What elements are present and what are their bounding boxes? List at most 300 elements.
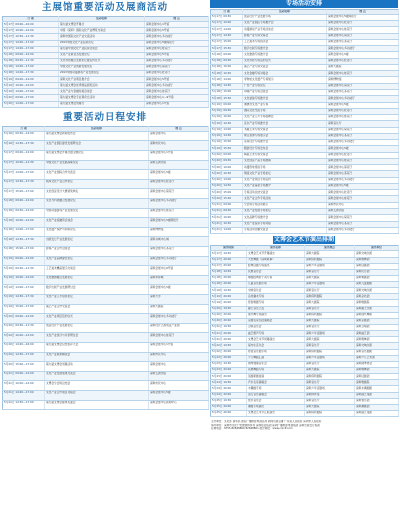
cell: 曲艺相声专场	[247, 331, 305, 337]
cell: 专场活动闭幕交流会	[243, 227, 327, 233]
cell: 数字出版产业发展研讨会	[45, 285, 149, 295]
cell: 深圳会展中心桂花厅	[327, 158, 399, 164]
cell-date: 5月20日 14:00—17:00	[3, 101, 59, 107]
cell: 文化产业与金融对接洽谈会	[59, 89, 145, 95]
cell-date: 5月21日 14:00—17:00	[3, 390, 45, 400]
cell-date: 5月17日 10:00	[211, 21, 243, 27]
cell: 第九届文博会新闻发布会	[45, 131, 149, 141]
cell: 深圳会展中心多功能厅	[145, 58, 209, 64]
cell-date: 5月20日 20:00	[211, 312, 247, 318]
cell-date: 5月18日 14:00—17:30	[3, 71, 59, 77]
header-venue: 演出地点	[305, 246, 355, 251]
cell: 动漫游戏产业专场洽谈会	[243, 27, 327, 33]
cell-date: 5月20日 15:00—17:00	[3, 362, 45, 372]
cell: 深圳保利剧院	[305, 257, 355, 263]
cell: 深圳音乐厅	[305, 306, 355, 312]
cell: 文化遗产保护与利用论坛	[45, 227, 149, 237]
cell: 深圳保利剧院	[305, 349, 355, 355]
table-row	[3, 256, 209, 266]
cell: 经典话剧专场演出	[247, 263, 305, 269]
cell-date: 5月17日 09:00—12:00	[3, 151, 45, 161]
cell-date: 5月17日 14:00—17:00	[3, 40, 59, 46]
header-time: 演出时间	[211, 246, 247, 251]
cell: 深圳会展中心茶花厅	[149, 247, 209, 257]
cell: 深圳粤剧团	[355, 275, 399, 281]
table-row	[3, 352, 209, 362]
cell: 潮剧专场演出	[247, 404, 305, 410]
cell: 深圳会展中心桂花厅	[145, 89, 209, 95]
cell: 深圳会展中心多功能厅	[145, 34, 209, 40]
cell-date: 5月17日 14:00	[211, 27, 243, 33]
header-location: 地 点	[327, 9, 399, 14]
table-row	[3, 323, 209, 333]
cell: 深圳音乐厅	[305, 343, 355, 349]
cell: 深圳会展中心牡丹厅	[149, 179, 209, 189]
cell: 深圳会展中心多功能厅	[327, 177, 399, 183]
cell: 话剧新剧首演	[247, 374, 305, 380]
cell: 深圳设计之都创意产业园	[149, 323, 209, 333]
table-row	[211, 227, 399, 233]
cell-date: 5月20日 14:30—17:00	[3, 352, 45, 362]
table-row	[3, 131, 209, 141]
cell: 工艺美术精品展示交易会	[45, 266, 149, 276]
cell: 深圳会展中心5楼	[149, 285, 209, 295]
special-banner: 专场活动安排	[210, 0, 398, 8]
cell-date: 5月24日 19:30	[211, 380, 247, 386]
cell-date: 5月17日 20:00	[211, 263, 247, 269]
cell: 深圳会展中心多功能厅	[149, 256, 209, 266]
cell-date: 5月18日 09:30	[211, 58, 243, 64]
cell: 深圳大剧院	[327, 64, 399, 70]
cell-date: 5月17日 15:00	[211, 39, 243, 45]
cell: 深圳歌剧院	[355, 380, 399, 386]
cell-date: 5月19日 15:00—17:00	[3, 304, 45, 314]
cell-date: 5月21日 10:00—12:00	[3, 381, 45, 391]
cell-date: 5月23日 19:30	[211, 361, 247, 367]
cell: 深圳会展中心多功能厅	[327, 46, 399, 52]
cell: 深圳会展中心牡丹厅	[145, 71, 209, 77]
right-column	[210, 0, 398, 506]
table-row	[3, 304, 209, 314]
cell: 文化旅游融合发展论坛	[45, 275, 149, 285]
cell: 中国（深圳）国际文化产业博览交易会	[59, 28, 145, 34]
cell: 深圳大剧院	[305, 300, 355, 306]
cell-date: 5月18日 14:00—17:00	[3, 64, 59, 70]
cell-date: 5月21日 20:00	[211, 337, 247, 343]
cell: 深圳歌剧院	[355, 300, 399, 306]
cell: 文化产业统计与评价研讨会	[45, 333, 149, 343]
cell-date: 5月21日 14:30—17:00	[3, 400, 45, 410]
cell: 文化金融专场对接会	[243, 71, 327, 77]
cell: 深圳少年宫剧场	[305, 355, 355, 361]
cell: 深圳话剧团	[355, 263, 399, 269]
cell: 深圳会展中心茶花厅	[327, 221, 399, 227]
cell-date: 5月23日 20:00	[211, 368, 247, 374]
cell: 深圳会展中心多功能厅	[327, 96, 399, 102]
cell: 深圳大学	[149, 294, 209, 304]
cell: 文化与科技融合发展论坛	[45, 199, 149, 209]
table-row	[3, 390, 209, 400]
cell: 深圳歌舞团	[355, 337, 399, 343]
cell: 爵士音乐之夜	[247, 306, 305, 312]
table-row	[3, 179, 209, 189]
cell: 深圳大剧院	[305, 318, 355, 324]
cell: 深圳市民中心	[149, 352, 209, 362]
cell-date: 5月20日 09:30	[211, 158, 243, 164]
cell: 深圳会展中心5楼	[327, 102, 399, 108]
cell: 深圳音乐厅	[305, 380, 355, 386]
cell: 民族舞蹈专场	[247, 368, 305, 374]
cell: 深圳歌舞团	[355, 257, 399, 263]
cell: 粤剧经典折子戏专场	[247, 275, 305, 281]
cell: 管乐音乐会	[247, 398, 305, 404]
cell: 深圳会展中心5号馆	[145, 52, 209, 58]
cell: 文化产业项目签约仪式	[45, 314, 149, 324]
cell-date: 5月25日 20:00	[211, 404, 247, 410]
cell: 深圳会展中心桂花厅	[327, 71, 399, 77]
cell: 陶瓷艺术专场交易会	[243, 152, 327, 158]
cell-date: 5月19日 14:30	[211, 133, 243, 139]
table-row	[3, 294, 209, 304]
cell-date: 5月18日 14:30—17:30	[3, 237, 45, 247]
cell-date: 5月19日 10:00	[211, 115, 243, 121]
cell: 文化产业项目专场签约	[243, 177, 327, 183]
cell-date: 5月23日 20:00	[211, 374, 247, 380]
cell: 深圳会展中心1号馆	[149, 151, 209, 161]
table-row	[3, 141, 209, 151]
table-row	[3, 285, 209, 295]
cell-date: 5月18日 10:00	[211, 64, 243, 70]
cell-date: 5月21日 10:00	[211, 215, 243, 221]
cell-date: 5月20日 15:30	[211, 196, 243, 202]
footer-line: 承办单位：深圳市文化广电旅游体育局 深圳报业集团 深圳广播电影电视集团 深圳出版发行集团	[211, 423, 320, 427]
cell: 演艺产业专场交流会	[243, 64, 327, 70]
cell: 深圳会展中心1—9号馆	[145, 95, 209, 101]
cell: 文化产业品牌建设论坛	[45, 256, 149, 266]
cell: 深圳会展中心1号馆	[145, 22, 209, 28]
left-column	[2, 0, 208, 506]
cell-date: 5月17日 19:30	[211, 251, 247, 257]
cell: 深圳会展中心多功能厅	[145, 83, 209, 89]
table-row	[3, 266, 209, 276]
cell: 工艺美术专场拍卖会	[243, 39, 327, 45]
header-date: 日 期	[3, 126, 45, 131]
cell: 民族音乐会	[247, 269, 305, 275]
cell-date: 5月20日 09:00	[211, 152, 243, 158]
special-table	[210, 9, 399, 235]
cell-date: 5月19日 10:00—12:00	[3, 83, 59, 89]
table-row	[3, 199, 209, 209]
cell: 深圳市国际文化产业交流活动	[59, 34, 145, 40]
cell: 深圳会展中心牡丹厅	[327, 58, 399, 64]
cell-date: 5月24日 20:00	[211, 386, 247, 392]
cell: 深圳木偶剧团	[355, 386, 399, 392]
cell: 深圳会展中心菊花厅	[327, 215, 399, 221]
cell: 深圳会展中心牡丹厅	[327, 21, 399, 27]
cell-date: 5月17日 10:00—11:30	[3, 160, 45, 170]
cell: 深圳文化产业项目推介会	[59, 77, 145, 83]
cell: 深圳音乐厅	[327, 121, 399, 127]
cell-date: 5月21日 14:00	[211, 227, 243, 233]
cell: 深圳音乐厅	[305, 325, 355, 331]
cell: 深圳话剧团	[355, 374, 399, 380]
cell-date: 5月19日 15:00	[211, 140, 243, 146]
table-row	[211, 411, 399, 417]
cell: 深圳会展中心5楼	[149, 390, 209, 400]
cell-date: 5月19日 20:00	[211, 300, 247, 306]
cell: 两岸文化产业合作论坛	[45, 179, 149, 189]
cell-date: 5月20日 09:00—17:00	[3, 95, 59, 101]
cell: 第九届文博会优秀展品颁奖活动	[59, 83, 145, 89]
cell: 深圳会展中心	[149, 362, 209, 372]
cell: 深圳博物馆	[149, 227, 209, 237]
cell: 深圳五洲宾馆	[327, 209, 399, 215]
footer-line: 主办单位：文化部 商务部 国家广播电影电视总局 新闻出版总署 广东省人民政府 深圳市人民政府	[211, 420, 322, 424]
cell: 深圳会展中心	[149, 131, 209, 141]
cell: 深圳书城中心城	[149, 237, 209, 247]
cell: 深圳少年宫剧场	[305, 331, 355, 337]
table-row	[3, 400, 209, 410]
cell-date: 5月17日 14:30	[211, 33, 243, 39]
cell: 文化产业合作专场洽谈	[243, 196, 327, 202]
cell-date: 5月19日 14:00—17:00	[3, 89, 59, 95]
cell: 深圳会展中心菊花厅	[145, 64, 209, 70]
schedule-rows	[3, 131, 209, 409]
cell: 杂技魔术专场	[247, 294, 305, 300]
cell: 深圳少年宫剧场	[305, 386, 355, 392]
cell: 深圳少儿艺术团	[355, 355, 399, 361]
cell: 文博会艺术节汇报演出	[247, 411, 305, 417]
cell: 2013中国文化产业投资论坛	[59, 40, 145, 46]
cell: 深圳现代舞团	[355, 312, 399, 318]
cell: 影视产业合作洽谈会	[45, 247, 149, 257]
cell-date: 5月20日 14:30	[211, 183, 243, 189]
cell-date: 5月17日 14:30—17:30	[3, 179, 45, 189]
cell: 深圳会展中心多功能厅	[327, 140, 399, 146]
cell: 深圳京剧团	[355, 318, 399, 324]
cell: 合唱音乐会	[247, 325, 305, 331]
cell: 深圳交响乐团	[355, 251, 399, 257]
cell-date: 5月21日 09:30	[211, 209, 243, 215]
cell: 原创歌剧专场	[247, 300, 305, 306]
cell-date: 5月17日 09:00—10:00	[3, 22, 59, 28]
header-activity: 活动名称	[45, 126, 149, 131]
cell-date: 5月22日 20:00	[211, 355, 247, 361]
cell: 影视产业专场交易会	[243, 33, 327, 39]
cell: 家具设计专场推介会	[243, 140, 327, 146]
cell-date: 5月18日 09:00—12:00	[3, 52, 59, 58]
cell: 文博会艺术节开幕演出	[247, 251, 305, 257]
cell-date: 5月20日 10:00	[211, 165, 243, 171]
cell: 深圳会展中心多功能厅	[149, 314, 209, 324]
table-row	[3, 218, 209, 228]
cell: 文化旅游专场推介会	[243, 52, 327, 58]
cell-date: 5月19日 09:00	[211, 102, 243, 108]
cell-date: 5月17日 10:30—11:30	[3, 34, 59, 40]
cell-date: 5月21日 19:30	[211, 325, 247, 331]
cell: 深圳大剧院	[305, 251, 355, 257]
cell: 深圳大剧院	[305, 368, 355, 374]
cell-date: 5月18日 15:00—17:00	[3, 247, 45, 257]
cell: 深圳钢琴协会	[355, 361, 399, 367]
cell: 深圳保利剧院	[305, 374, 355, 380]
cell-date: 5月18日 20:00	[211, 282, 247, 288]
cell: 原创音乐剧专场	[247, 349, 305, 355]
cell: 深圳音乐厅	[305, 398, 355, 404]
cell: 深圳会展中心桂花厅	[145, 46, 209, 52]
cell: 文化产业投资专场对接	[243, 221, 327, 227]
cell: 文化装备专场推介会	[243, 96, 327, 102]
cell: 第九届文博会总结表彰大会	[45, 342, 149, 352]
table-row	[3, 362, 209, 372]
cell: 深圳民乐团	[355, 269, 399, 275]
cell: 深圳管乐团	[355, 398, 399, 404]
cell: 深圳会展中心牡丹厅	[327, 152, 399, 158]
cell-date: 5月18日 14:00—17:00	[3, 227, 45, 237]
cell: 深圳杂技团	[355, 294, 399, 300]
cell: 创意设计产业发展专场	[243, 14, 327, 20]
header-date: 日 期	[3, 17, 59, 22]
table-row	[3, 189, 209, 199]
cell: 深圳交响乐团	[355, 288, 399, 294]
cell: 深圳会展中心桂花厅	[149, 208, 209, 218]
cell-date: 5月18日 20:00	[211, 275, 247, 281]
cell: 深圳大剧院	[305, 275, 355, 281]
cell: 深圳会展中心菊花厅	[327, 33, 399, 39]
cell: 深圳潮剧团	[355, 404, 399, 410]
table-row	[3, 314, 209, 324]
cell-date: 5月19日 15:30	[211, 146, 243, 152]
cell: 深圳会展中心5号馆	[145, 77, 209, 83]
cell: 分会场专场活动展示	[243, 202, 327, 208]
cell-date: 5月22日 20:00	[211, 349, 247, 355]
cell: 大型舞剧《深圳故事》	[247, 257, 305, 263]
cell: 深圳大剧院	[149, 304, 209, 314]
cell-date: 5月20日 14:00	[211, 177, 243, 183]
schedule-title: 重要活动日程安排	[62, 111, 147, 123]
footer-info	[210, 420, 398, 431]
cell: 文化产业新业态发展论坛	[59, 52, 145, 58]
main-hall-table	[2, 16, 209, 108]
cell: 第九届文博会开幕式	[59, 22, 145, 28]
cell: 深圳会展中心5楼简报厅	[327, 14, 399, 20]
cell: 文化产业政策解读会	[45, 352, 149, 362]
cell: 声乐名家演唱会	[247, 380, 305, 386]
table-row	[3, 342, 209, 352]
cell: 深圳保利剧院	[305, 312, 355, 318]
cell: 深圳会展中心桂花厅	[327, 115, 399, 121]
table-row	[3, 333, 209, 343]
cell: 深圳爵士乐团	[355, 306, 399, 312]
cell-date: 5月19日 10:00—12:00	[3, 275, 45, 285]
cell: 第九届文博会专业观众日活动	[59, 95, 145, 101]
cell: 深圳市民中心	[149, 381, 209, 391]
cell-date: 5月19日 19:30	[211, 288, 247, 294]
main-hall-title: 主展馆重要活动及展商活动	[41, 2, 168, 13]
footer-line: 咨询电话：0755-82848800 82848801 展会网址：www.cnicif.com	[211, 427, 293, 431]
table-row	[3, 381, 209, 391]
table-row	[3, 151, 209, 161]
cell: 第九届文博会闭幕式	[59, 101, 145, 107]
cell: 儿童音乐剧专场	[247, 282, 305, 288]
cell: 深圳合唱团	[355, 325, 399, 331]
cell-date: 5月17日 15:30	[211, 46, 243, 52]
performance-table	[210, 245, 399, 417]
cell: 文化科技专场签约仪式	[243, 58, 327, 64]
cell-date: 5月20日 20:00	[211, 318, 247, 324]
cell: 深圳市民中心	[149, 141, 209, 151]
cell-date: 5月17日 10:00—12:00	[3, 28, 59, 34]
table-row	[3, 247, 209, 257]
cell: 文化产业基金专场推介	[243, 183, 327, 189]
cell-date: 5月18日 10:00—12:00	[3, 218, 45, 228]
cell: 深圳大剧院	[305, 337, 355, 343]
cell: 钢琴独奏音乐会	[247, 361, 305, 367]
cell-date: 5月20日 14:00—16:00	[3, 342, 45, 352]
cell-date: 5月20日 09:30—11:30	[3, 323, 45, 333]
cell: 深圳体育馆	[305, 392, 355, 398]
header-activity: 活动名称	[243, 9, 327, 14]
cell: 第九届中国文化产业投资洽谈会	[59, 46, 145, 52]
cell: 服装设计专场发布会	[243, 146, 327, 152]
cell: 深圳曲艺团	[355, 331, 399, 337]
cell: 文化创意产品专场展销	[243, 158, 327, 164]
cell: 深圳音乐厅	[305, 269, 355, 275]
main-hall-rows	[3, 22, 209, 107]
cell: 音乐产业专场推介会	[243, 121, 327, 127]
cell: 深圳会展中心菊花厅	[149, 189, 209, 199]
header-location: 地 点	[145, 17, 209, 22]
cell: 深圳歌舞团	[355, 368, 399, 374]
cell-date: 5月18日 15:00	[211, 89, 243, 95]
cell: 深圳会展中心1号馆	[149, 342, 209, 352]
header-date: 日 期	[211, 9, 243, 14]
cell: 珠宝首饰专场展示会	[243, 133, 327, 139]
cell: 深圳演艺集团	[355, 392, 399, 398]
cell: 深圳音乐厅	[305, 288, 355, 294]
cell-date: 5月18日 09:00	[211, 52, 243, 58]
cell: 深圳会展中心桂花厅	[149, 333, 209, 343]
cell: 第九届文博会媒体见面会	[45, 400, 149, 410]
cell: 创意设计产业发展论坛	[45, 323, 149, 333]
cell: 深圳保利剧院	[305, 411, 355, 417]
cell: 中国文化产业发展高峰论坛	[45, 160, 149, 170]
cell: 室内乐音乐会	[247, 343, 305, 349]
header-show: 演出名称	[247, 246, 305, 251]
cell: 流行音乐演唱会	[247, 392, 305, 398]
cell: 文化科技融合发展论坛暨签约仪式	[59, 58, 145, 64]
cell: 深圳大剧院	[305, 404, 355, 410]
cell: 深圳会展中心多功能厅	[149, 199, 209, 209]
cell-date: 5月19日 09:30—11:30	[3, 266, 45, 276]
cell: 深圳会展中心5号馆	[145, 28, 209, 34]
cell: 深圳保利剧院	[305, 294, 355, 300]
cell-date: 5月21日 09:00	[211, 202, 243, 208]
cell-date: 5月18日 09:00—12:00	[3, 199, 45, 209]
cell: 文化产业发展专场论坛	[243, 209, 327, 215]
cell-date: 5月18日 09:30—12:00	[3, 208, 45, 218]
cell-date: 5月21日 20:00	[211, 331, 247, 337]
cell-date: 5月17日 09:30	[211, 14, 243, 20]
cell: 深圳会展中心茶花厅	[327, 133, 399, 139]
cell-date: 5月19日 10:30	[211, 121, 243, 127]
cell: 深圳会展中心菊花厅	[327, 127, 399, 133]
cell-date: 5月25日 20:00	[211, 411, 247, 417]
cell-date: 5月19日 14:30—17:30	[3, 294, 45, 304]
cell: 深圳五洲宾馆	[149, 160, 209, 170]
cell: 文化产业国际合作交流会	[45, 170, 149, 180]
cell: 深圳少年宫剧场	[305, 282, 355, 288]
